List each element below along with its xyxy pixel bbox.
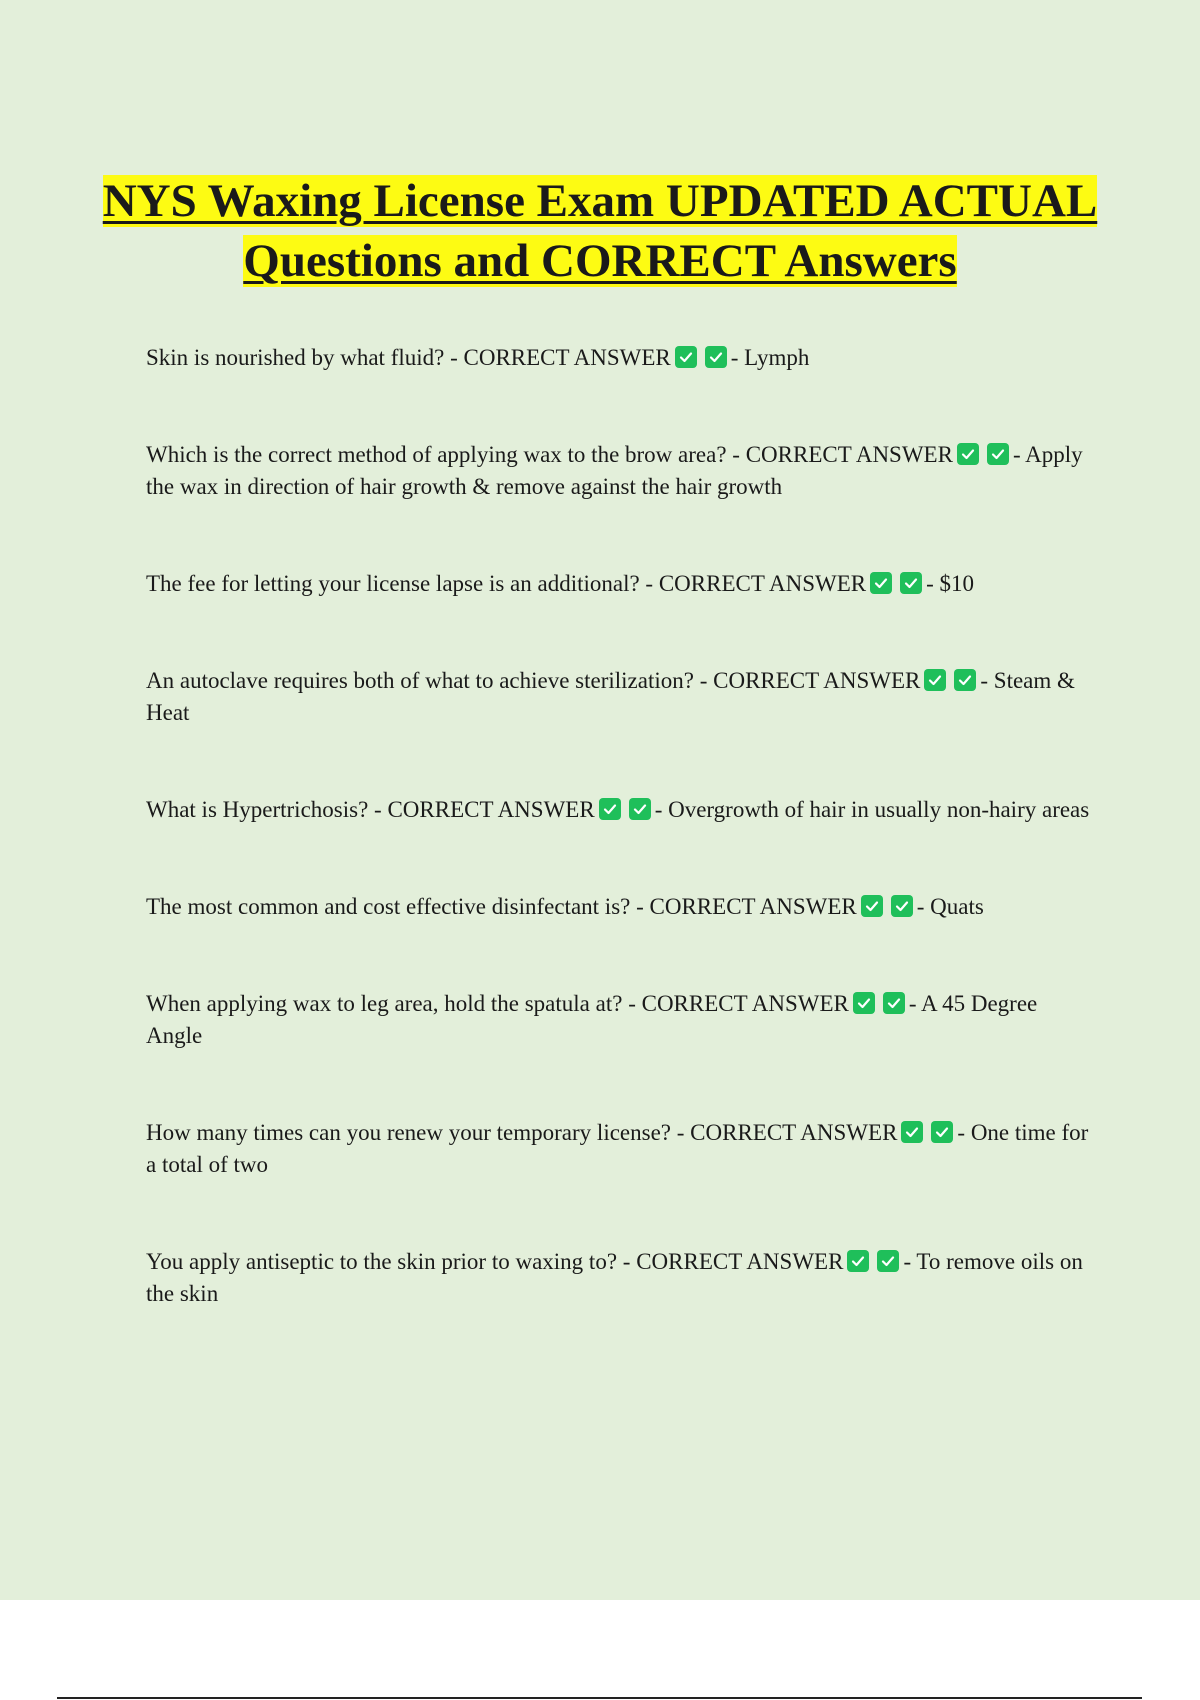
qa-item: [146, 568, 1096, 600]
check-box-icon: [931, 1121, 953, 1143]
answer-text: - Steam & Heat: [146, 668, 1075, 725]
question-text: You apply antiseptic to the skin prior to waxing to? -: [146, 1249, 637, 1274]
footer-divider: [57, 1697, 1142, 1699]
answer-marker: CORRECT ANSWER: [641, 991, 849, 1016]
question-text: How many times can you renew your temporary license? -: [146, 1120, 691, 1145]
answer-text: - Overgrowth of hair in usually non-hairy areas: [654, 797, 1090, 822]
check-box-icon: [877, 1250, 899, 1272]
check-box-icon: [900, 572, 922, 594]
check-box-icon: [629, 798, 651, 820]
question-text: An autoclave requires both of what to achieve sterilization? -: [146, 668, 714, 693]
qa-item: [146, 439, 1096, 503]
answer-text: - Quats: [916, 894, 984, 919]
page-title-text: NYS Waxing License Exam UPDATED ACTUAL Questions and CORRECT Answers: [102, 175, 1098, 288]
answer-marker: CORRECT ANSWER: [713, 668, 921, 693]
check-box-icon: [675, 346, 697, 368]
answer-text: - A 45 Degree Angle: [146, 991, 1038, 1048]
answer-text: - One time for a total of two: [146, 1120, 1089, 1177]
question-text: Which is the correct method of applying wax to the brow area? -: [146, 442, 746, 467]
qa-item: [146, 665, 1096, 729]
answer-marker: CORRECT ANSWER: [745, 442, 953, 467]
question-text: The fee for letting your license lapse is an additional? -: [146, 571, 659, 596]
check-box-icon: [957, 443, 979, 465]
question-text: What is Hypertrichosis? -: [146, 797, 388, 822]
check-box-icon: [599, 798, 621, 820]
answer-text: - Apply the wax in direction of hair growth & remove against the hair growth: [146, 442, 1083, 499]
qa-item: [146, 794, 1096, 826]
question-text: The most common and cost effective disinfectant is? -: [146, 894, 650, 919]
qa-item: [146, 891, 1096, 923]
check-box-icon: [847, 1250, 869, 1272]
check-box-icon: [853, 992, 875, 1014]
check-box-icon: [705, 346, 727, 368]
answer-marker: CORRECT ANSWER: [658, 571, 867, 596]
check-box-icon: [901, 1121, 923, 1143]
qa-item: [146, 342, 1096, 374]
check-box-icon: [870, 572, 892, 594]
qa-item: [146, 1246, 1096, 1310]
check-box-icon: [954, 669, 976, 691]
answer-marker: CORRECT ANSWER: [649, 894, 857, 919]
check-box-icon: [861, 895, 883, 917]
check-box-icon: [883, 992, 905, 1014]
check-box-icon: [891, 895, 913, 917]
answer-marker: CORRECT ANSWER: [387, 797, 595, 822]
qa-item: [146, 988, 1096, 1052]
question-text: Skin is nourished by what fluid? -: [146, 345, 464, 370]
page-title: [100, 171, 1100, 291]
answer-text: - $10: [926, 571, 975, 596]
check-box-icon: [987, 443, 1009, 465]
answer-marker: CORRECT ANSWER: [463, 345, 671, 370]
answer-marker: CORRECT ANSWER: [636, 1249, 844, 1274]
answer-text: - To remove oils on the skin: [146, 1249, 1083, 1306]
qa-item: [146, 1117, 1096, 1181]
answer-marker: CORRECT ANSWER: [690, 1120, 898, 1145]
check-box-icon: [924, 669, 946, 691]
answer-text: - Lymph: [730, 345, 810, 370]
question-text: When applying wax to leg area, hold the spatula at? -: [146, 991, 642, 1016]
qa-list: [146, 342, 1096, 1310]
